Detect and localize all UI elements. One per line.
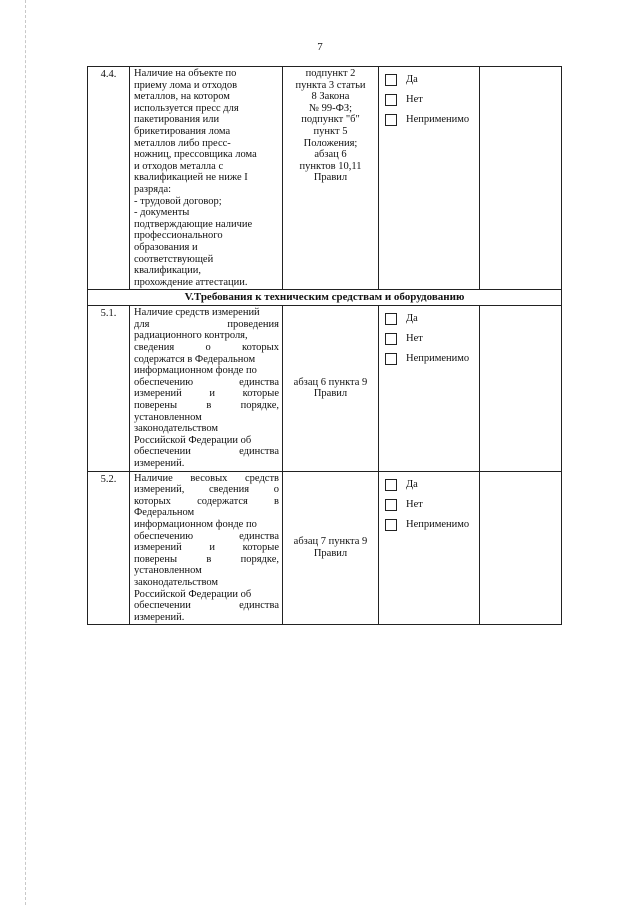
- requirement-text-line: обеспечению единства: [134, 376, 279, 388]
- requirement-text-line: информационном фонде по: [134, 365, 257, 377]
- requirement-text-line: металлов либо пресс-: [134, 137, 231, 149]
- requirement-text-line: - документы: [134, 207, 190, 219]
- requirement-text-line: обеспечении единства: [134, 600, 279, 612]
- requirement-text-line: образования и: [134, 241, 198, 253]
- answer-option[interactable]: [385, 70, 476, 90]
- answer-option[interactable]: [385, 515, 476, 535]
- table-row: [88, 471, 562, 625]
- requirement-text-line: металлов, на котором: [134, 91, 230, 103]
- answer-option-label: Да: [406, 74, 418, 86]
- answer-option-label: Нет: [406, 498, 423, 510]
- requirement-text-line: радиационного контроля,: [134, 330, 248, 342]
- answer-options-cell: [379, 67, 480, 290]
- notes-cell[interactable]: [480, 471, 562, 625]
- legal-reference-line: пунктов 10,11: [299, 160, 362, 172]
- legal-reference-line: Правил: [313, 388, 348, 400]
- answer-option[interactable]: [385, 309, 476, 329]
- requirement-text-line: законодательством: [134, 576, 219, 588]
- checklist-body: [88, 67, 562, 625]
- requirement-text-line: используется пресс для: [134, 102, 239, 114]
- requirement-cell: [130, 471, 283, 625]
- requirement-text-line: подтверждающие наличие: [134, 218, 253, 230]
- requirement-text-line: поверены в порядке,: [134, 553, 279, 565]
- requirement-text-line: Российской Федерации об: [134, 434, 252, 446]
- requirement-text-line: содержатся в Федеральном: [134, 353, 256, 365]
- requirement-text-line: и отходов металла с: [134, 160, 224, 172]
- requirement-text-line: прохождение аттестации.: [134, 276, 248, 288]
- checkbox[interactable]: [385, 479, 397, 491]
- answer-option-label: Неприменимо: [406, 353, 470, 365]
- answer-option-label: Да: [406, 313, 418, 325]
- requirement-text-line: ножниц, прессовщика лома: [134, 149, 257, 161]
- checkbox[interactable]: [385, 74, 397, 86]
- requirement-text-line: соответствующей: [134, 253, 214, 265]
- requirement-text-line: поверены в порядке,: [134, 400, 279, 412]
- requirement-text-line: - трудовой договор;: [134, 195, 222, 207]
- item-number-cell: [88, 67, 130, 290]
- notes-cell[interactable]: [480, 67, 562, 290]
- item-number-cell: [88, 471, 130, 625]
- legal-reference-line: Правил: [313, 172, 348, 184]
- requirement-text-line: разряда:: [134, 183, 172, 195]
- checkbox[interactable]: [385, 114, 397, 126]
- requirement-text-line: для проведения: [134, 318, 279, 330]
- requirement-text-line: квалификацией не ниже I: [134, 172, 248, 184]
- checkbox[interactable]: [385, 333, 397, 345]
- requirement-text-line: установленном: [134, 411, 202, 423]
- item-number: 4.4.: [100, 69, 117, 80]
- legal-reference-line: № 99-ФЗ;: [308, 102, 353, 114]
- section-title: V.Требования к техническим средствам и оборудованию: [88, 290, 562, 306]
- checkbox[interactable]: [385, 353, 397, 365]
- answer-option[interactable]: [385, 110, 476, 130]
- item-number: 5.2.: [100, 473, 117, 485]
- scan-margin-marks: [25, 0, 26, 905]
- answer-option[interactable]: [385, 329, 476, 349]
- legal-reference-line: абзац 6: [314, 149, 347, 161]
- requirement-text-line: Российской Федерации об: [134, 588, 252, 600]
- checkbox[interactable]: [385, 94, 397, 106]
- requirement-text-line: установленном: [134, 565, 202, 577]
- checklist-table: [87, 66, 562, 625]
- legal-reference-line: абзац 6 пункта 9: [293, 376, 368, 388]
- requirement-text-line: Наличие на объекте по: [134, 68, 237, 79]
- requirement-text-line: Наличие средств измерений: [134, 307, 260, 319]
- checkbox[interactable]: [385, 499, 397, 511]
- legal-reference-line: пункта 3 статьи: [295, 79, 366, 91]
- requirement-text-line: измерений и которые: [134, 542, 279, 554]
- answer-option[interactable]: [385, 349, 476, 369]
- requirement-text-line: сведения о которых: [134, 342, 279, 354]
- page-number: 7: [317, 41, 323, 53]
- item-number-cell: [88, 306, 130, 471]
- answer-option[interactable]: [385, 495, 476, 515]
- requirement-text-line: обеспечению единства: [134, 530, 279, 542]
- requirement-text-line: которых содержатся в: [134, 495, 279, 507]
- requirement-text-line: пакетирования или: [134, 114, 220, 126]
- requirement-text-line: измерений и которые: [134, 388, 279, 400]
- legal-reference-line: Правил: [313, 547, 348, 559]
- requirement-text-line: профессионального: [134, 230, 223, 242]
- legal-reference-line: подпункт 2: [305, 68, 356, 79]
- legal-reference-line: Положения;: [303, 137, 358, 149]
- requirement-text-line: приему лома и отходов: [134, 79, 238, 91]
- section-header-row: [88, 290, 562, 306]
- requirement-text-line: Федеральном: [134, 507, 195, 519]
- answer-option-label: Неприменимо: [406, 114, 470, 126]
- table-row: [88, 67, 562, 290]
- checkbox[interactable]: [385, 313, 397, 325]
- legal-reference-cell: [283, 471, 379, 625]
- legal-reference-line: подпункт "б": [301, 114, 360, 126]
- answer-option-label: Неприменимо: [406, 518, 470, 530]
- table-row: [88, 306, 562, 471]
- requirement-text-line: Наличие весовых средств: [134, 472, 279, 484]
- answer-options-cell: [379, 306, 480, 471]
- requirement-cell: [130, 306, 283, 471]
- checkbox[interactable]: [385, 519, 397, 531]
- answer-options-cell: [379, 471, 480, 625]
- item-number: 5.1.: [100, 308, 117, 320]
- answer-option[interactable]: [385, 475, 476, 495]
- answer-option-label: Нет: [406, 94, 423, 106]
- requirement-text-line: законодательством: [134, 423, 219, 435]
- requirement-text-line: измерений.: [134, 611, 185, 623]
- legal-reference-line: пункт 5: [313, 125, 348, 137]
- answer-option-label: Да: [406, 478, 418, 490]
- requirement-text-line: обеспечении единства: [134, 446, 279, 458]
- requirement-text-line: информационном фонде по: [134, 518, 257, 530]
- requirement-text-line: квалификации,: [134, 265, 202, 277]
- legal-reference-cell: [283, 67, 379, 290]
- requirement-text-line: измерений, сведения о: [134, 484, 279, 496]
- requirement-cell: [130, 67, 283, 290]
- requirement-text-line: измерений.: [134, 458, 185, 469]
- legal-reference-line: абзац 7 пункта 9: [293, 536, 368, 548]
- notes-cell[interactable]: [480, 306, 562, 471]
- legal-reference-line: 8 Закона: [311, 91, 350, 103]
- answer-option[interactable]: [385, 90, 476, 110]
- requirement-text-line: брикетирования лома: [134, 125, 231, 137]
- answer-option-label: Нет: [406, 333, 423, 345]
- legal-reference-cell: [283, 306, 379, 471]
